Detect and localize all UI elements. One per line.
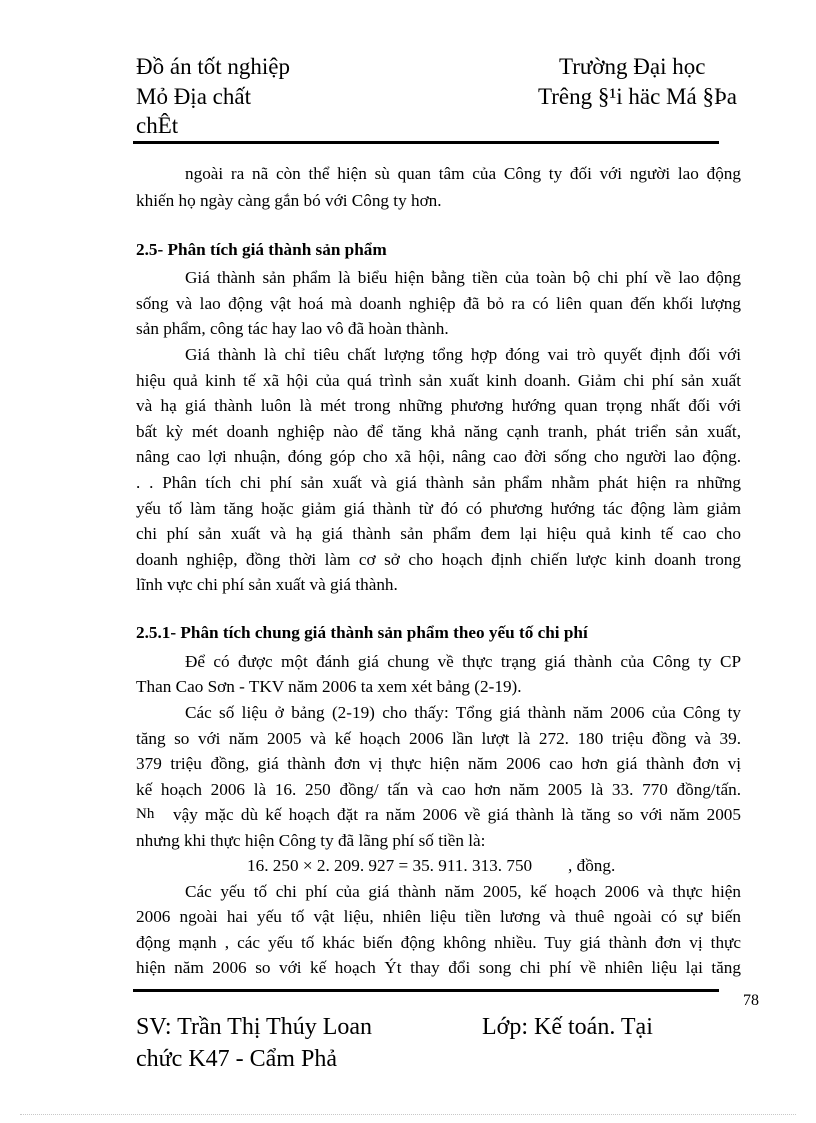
header-left-line2: Mỏ Địa chất — [136, 84, 251, 109]
nh-prefix: Nh — [136, 806, 155, 822]
paragraph-line: chi phí sản xuất và hạ giá thành sản phẩm đem lại hiệu quả kinh tế cao cho — [136, 524, 741, 543]
paragraph-line: . . Phân tích chi phí sản xuất và giá thành sản phẩm nhằm phát hiện ra những — [136, 473, 741, 492]
footer-student: SV: Trần Thị Thúy Loan — [136, 1014, 373, 1040]
page-number: 78 — [743, 992, 759, 1009]
paragraph-line: nhưng khi thực hiện Công ty đã lãng phí số tiền là: — [136, 831, 486, 850]
paragraph-line: hiện năm 2006 so với kế hoạch Ýt thay đổi song chi phí về nhiên liệu lại tăng — [136, 958, 741, 977]
section-heading-2-5: 2.5- Phân tích giá thành sản phẩm — [136, 240, 387, 259]
paragraph-line: kế hoạch 2006 là 16. 250 đồng/ tấn và cao hơn năm 2005 là 33. 770 đồng/tấn. — [136, 780, 741, 799]
header-left-line1: Đồ án tốt nghiệp — [136, 54, 290, 79]
header-right-line1: Trường Đại học — [559, 54, 706, 79]
paragraph-line: Để có được một đánh giá chung về thực trạng giá thành của Công ty CP — [185, 652, 741, 671]
formula: 16. 250 × 2. 209. 927 = 35. 911. 313. 750 — [247, 856, 533, 875]
paragraph-line: lĩnh vực chi phí sản xuất và giá thành. — [136, 575, 398, 594]
page-bottom-divider — [20, 1114, 796, 1115]
footer-rule — [133, 989, 719, 992]
intro-line: ngoài ra nã còn thể hiện sù quan tâm của Công ty đối với người lao động — [185, 164, 741, 183]
intro-line: khiến họ ngày càng gắn bó với Công ty hơn. — [136, 191, 442, 210]
paragraph-line: Giá thành là chỉ tiêu chất lượng tổng hợp đóng vai trò quyết định đối với — [185, 345, 741, 364]
paragraph-line: yếu tố làm tăng hoặc giảm giá thành từ đó có phương hướng tác động làm giảm — [136, 499, 741, 518]
header-left-line3: chÊt — [136, 113, 179, 138]
paragraph-line: 2006 ngoài hai yếu tố vật liệu, nhiên liệu tiền lương và thuê ngoài có sự biến — [136, 907, 741, 926]
formula-unit: , đồng. — [568, 856, 616, 875]
header-rule — [133, 141, 719, 144]
paragraph-line: hiệu quả kinh tế xã hội của quá trình sản xuất kinh doanh. Giảm chi phí sản xuất — [136, 371, 741, 390]
paragraph-line: sản phẩm, công tác hay lao vô đã hoàn thành. — [136, 319, 449, 338]
paragraph-line: 379 triệu đồng, giá thành đơn vị thực hiện năm 2006 cao hơn giá thành đơn vị — [136, 754, 741, 773]
paragraph-line: bất kỳ mét doanh nghiệp nào để tăng khả năng cạnh tranh, phát triển sản xuất, — [136, 422, 741, 441]
paragraph-line: động mạnh , các yếu tố khác biến động không nhiều. Tuy giá thành đơn vị thực — [136, 933, 741, 952]
paragraph-line: Các số liệu ở bảng (2-19) cho thấy: Tổng giá thành năm 2006 của Công ty — [185, 703, 741, 722]
paragraph-line: Giá thành sản phẩm là biểu hiện bằng tiền của toàn bộ chi phí về lao động — [185, 268, 741, 287]
paragraph-line: sống và lao động vật hoá mà doanh nghiệp đã bỏ ra có liên quan đến khối lượng — [136, 294, 741, 313]
paragraph-line: doanh nghiệp, đồng thời làm cơ sở cho hoạch định chiến lược kinh doanh trong — [136, 550, 741, 569]
paragraph-line: nâng cao lợi nhuận, đóng góp cho xã hội, nâng cao đời sống cho người lao động. — [136, 447, 741, 466]
footer-class-line2: chức K47 - Cẩm Phả — [136, 1046, 337, 1072]
paragraph-line: Các yếu tố chi phí của giá thành năm 2005, kế hoạch 2006 và thực hiện — [185, 882, 741, 901]
section-heading-2-5-1: 2.5.1- Phân tích chung giá thành sản phẩm theo yếu tố chi phí — [136, 623, 588, 642]
header-right-line2: Trêng §¹i häc Má §Þa — [538, 84, 737, 109]
paragraph-line: tăng so với năm 2005 và kế hoạch 2006 lần lượt là 272. 180 triệu đồng và 39. — [136, 729, 741, 748]
paragraph-line: vậy mặc dù kế hoạch đặt ra năm 2006 về giá thành là tăng so với năm 2005 — [173, 805, 741, 824]
footer-class: Lớp: Kế toán. Tại — [482, 1014, 653, 1040]
paragraph-line: và hạ giá thành luôn là mét trong những phương hướng quan trọng nhất đối với — [136, 396, 741, 415]
paragraph-line: Than Cao Sơn - TKV năm 2006 ta xem xét bảng (2-19). — [136, 677, 522, 696]
